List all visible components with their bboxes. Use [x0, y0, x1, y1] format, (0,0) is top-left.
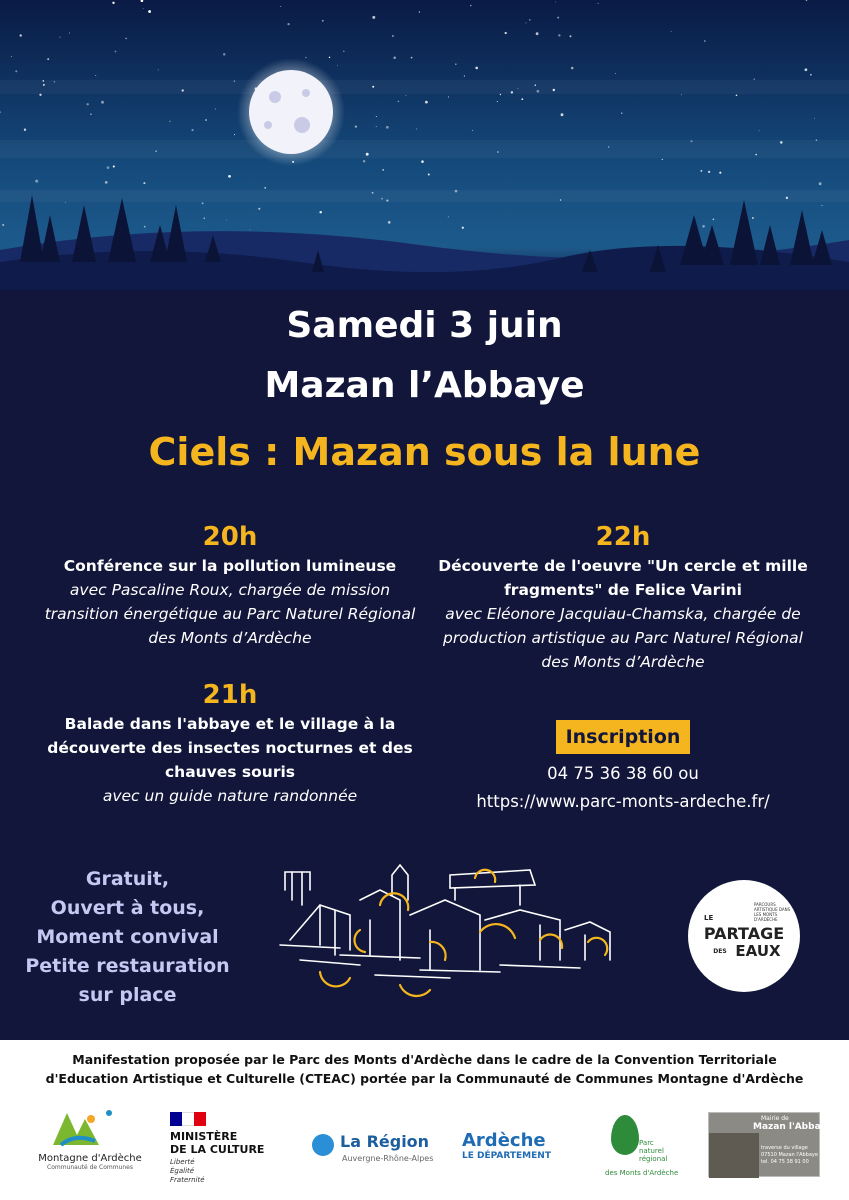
- star: [615, 73, 616, 74]
- star: [736, 94, 738, 96]
- star: [376, 116, 377, 117]
- star: [202, 202, 204, 204]
- star: [455, 63, 457, 65]
- star: [234, 134, 235, 135]
- french-flag-icon: [170, 1112, 206, 1126]
- star: [101, 101, 104, 104]
- mairie-line1: Mairie de: [761, 1115, 789, 1122]
- star: [226, 220, 227, 221]
- star: [43, 84, 45, 86]
- event-place: Mazan l’Abbaye: [264, 365, 585, 406]
- star: [537, 90, 540, 93]
- title-21h: Balade dans l'abbaye et le village à la découverte des insectes nocturnes et des chauves souris: [47, 715, 413, 781]
- time-20h: 20h: [202, 522, 258, 552]
- star: [500, 94, 501, 95]
- star: [155, 151, 156, 152]
- program-block-21h: [30, 678, 430, 808]
- mairie-line4: 07510 Mazan l'Abbaye: [761, 1152, 818, 1158]
- speaker-21h: avec un guide nature randonnée: [102, 787, 358, 805]
- star: [691, 140, 693, 142]
- star: [755, 154, 757, 156]
- star: [35, 180, 38, 183]
- star: [754, 79, 755, 80]
- star: [425, 101, 428, 104]
- star: [158, 69, 159, 70]
- inscription-phone[interactable]: 04 75 36 38 60 ou: [547, 764, 699, 783]
- abbey-village-line-drawing: [280, 860, 620, 1000]
- side-info-line: Petite restauration: [25, 955, 230, 977]
- star: [529, 19, 531, 21]
- ministere-line2: DE LA CULTURE: [170, 1143, 265, 1156]
- star: [398, 101, 400, 103]
- star: [759, 130, 760, 131]
- star: [319, 211, 321, 213]
- star: [561, 113, 564, 116]
- side-info-line: Ouvert à tous,: [50, 897, 205, 919]
- partage-logo-partage: PARTAGE: [703, 924, 785, 943]
- star: [355, 125, 357, 127]
- partage-logo-subtitle: PARCOURS ARTISTIQUE DANS LES MONTS D'ARDÈCHE: [754, 902, 791, 922]
- star: [608, 146, 609, 147]
- star: [386, 200, 388, 202]
- star: [382, 169, 384, 171]
- star: [366, 153, 369, 156]
- ardeche-name: Ardèche: [462, 1130, 546, 1151]
- time-21h: 21h: [202, 680, 258, 710]
- star: [250, 229, 251, 230]
- star: [405, 95, 406, 96]
- ministere-motto-3: Fraternité: [170, 1176, 205, 1184]
- star: [182, 89, 184, 91]
- ardeche-sub: LE DÉPARTEMENT: [462, 1151, 551, 1161]
- star: [47, 58, 49, 60]
- star: [518, 88, 519, 89]
- star: [322, 20, 324, 22]
- star: [421, 160, 424, 163]
- star: [713, 219, 715, 221]
- star: [780, 141, 783, 144]
- star: [343, 50, 345, 52]
- star: [810, 74, 812, 76]
- star: [388, 221, 391, 224]
- star: [143, 182, 145, 184]
- montagne-ardeche-sub: Communauté de Communes: [47, 1164, 133, 1171]
- star: [814, 118, 815, 119]
- side-info-line: sur place: [78, 984, 177, 1006]
- star: [786, 197, 788, 199]
- region-name: La Région: [340, 1132, 430, 1151]
- star: [805, 68, 808, 71]
- star: [205, 119, 207, 121]
- star: [372, 16, 375, 19]
- star: [372, 192, 374, 194]
- star: [43, 80, 45, 82]
- region-logo: [312, 1132, 442, 1172]
- star: [305, 57, 306, 58]
- star: [280, 6, 281, 7]
- star: [448, 216, 449, 217]
- star: [65, 202, 66, 203]
- ardeche-departement-logo: [462, 1130, 572, 1170]
- partage-logo-des: DES: [713, 948, 727, 955]
- mairie-photo: [709, 1133, 759, 1178]
- star: [143, 8, 144, 9]
- star: [719, 172, 721, 174]
- star: [816, 139, 818, 141]
- star: [125, 38, 126, 39]
- star: [204, 218, 205, 219]
- parc-line2: naturel: [639, 1147, 664, 1155]
- star: [598, 3, 599, 4]
- star: [521, 98, 523, 100]
- star: [464, 75, 465, 76]
- title-22h: Découverte de l'oeuvre "Un cercle et mille fragments" de Felice Varini: [438, 557, 808, 599]
- partage-logo-le: LE: [704, 914, 714, 922]
- star: [497, 101, 498, 102]
- star: [363, 160, 365, 162]
- star: [475, 67, 478, 70]
- star: [148, 10, 151, 13]
- ministere-culture-logo: [170, 1112, 290, 1192]
- star: [558, 34, 560, 36]
- ministere-motto-1: Liberté: [170, 1158, 195, 1166]
- star: [455, 190, 458, 193]
- star: [526, 22, 527, 23]
- star: [264, 187, 266, 189]
- star: [115, 51, 117, 53]
- parc-line1: Parc: [639, 1139, 654, 1147]
- star: [700, 170, 702, 172]
- star: [20, 34, 22, 36]
- side-info-line: Gratuit,: [85, 868, 170, 890]
- region-sub: Auvergne-Rhône-Alpes: [342, 1154, 434, 1163]
- star: [569, 35, 571, 37]
- star: [702, 225, 704, 227]
- star: [24, 129, 26, 131]
- star: [416, 128, 417, 129]
- star: [113, 165, 115, 167]
- star: [821, 205, 822, 206]
- star: [560, 199, 561, 200]
- star: [105, 181, 108, 184]
- star: [15, 70, 17, 72]
- star: [511, 91, 513, 93]
- star: [557, 17, 559, 19]
- star: [386, 126, 389, 129]
- star: [462, 227, 464, 229]
- parc-line4: des Monts d'Ardèche: [605, 1169, 679, 1177]
- star: [505, 32, 507, 34]
- star: [497, 151, 499, 153]
- time-22h: 22h: [595, 522, 651, 552]
- star: [376, 126, 377, 127]
- ministere-line1: MINISTÈRE: [170, 1130, 238, 1143]
- title-20h: Conférence sur la pollution lumineuse: [63, 557, 397, 575]
- star: [555, 1, 556, 2]
- star: [708, 171, 710, 173]
- star: [470, 5, 472, 7]
- star: [681, 94, 682, 95]
- speaker-20h: avec Pascaline Roux, chargée de mission transition énergétique au Parc Naturel Régional des Monts d’Ardèche: [44, 581, 416, 647]
- star: [671, 31, 672, 32]
- star: [112, 2, 114, 4]
- night-sky-illustration: [0, 0, 849, 290]
- star: [448, 96, 449, 97]
- inscription-badge: Inscription: [556, 720, 691, 754]
- region-icon: [312, 1134, 334, 1156]
- event-date: Samedi 3 juin: [286, 305, 563, 346]
- ministere-motto-2: Égalité: [170, 1167, 195, 1175]
- star: [419, 11, 420, 12]
- mairie-line5: tel. 04 75 38 91 00: [761, 1159, 809, 1165]
- parc-line3: régional: [639, 1155, 668, 1163]
- star: [392, 35, 394, 37]
- star: [234, 80, 236, 82]
- le-partage-des-eaux-logo: [688, 880, 800, 992]
- event-title: Ciels : Mazan sous la lune: [148, 430, 701, 474]
- inscription-url[interactable]: https://www.parc-monts-ardeche.fr/: [476, 792, 770, 811]
- star: [86, 103, 88, 105]
- star: [428, 173, 430, 175]
- star: [819, 182, 822, 185]
- star: [215, 109, 216, 110]
- star: [2, 224, 4, 226]
- star: [39, 94, 41, 96]
- star: [95, 75, 96, 76]
- program-block-20h: [40, 520, 420, 650]
- speaker-22h: avec Eléonore Jacquiau-Chamska, chargée de production artistique au Parc Naturel Régional des Monts d’Ardèche: [443, 605, 803, 671]
- star: [144, 226, 146, 228]
- star: [704, 40, 706, 42]
- star: [621, 113, 622, 114]
- star: [223, 53, 225, 55]
- star: [54, 81, 55, 82]
- star: [69, 33, 70, 34]
- star: [329, 57, 330, 58]
- inscription-block: [438, 720, 808, 816]
- mairie-line3: traverse du village: [761, 1145, 808, 1151]
- star: [191, 129, 193, 131]
- program-block-22h: [438, 520, 808, 674]
- star: [11, 56, 12, 57]
- star: [287, 23, 289, 25]
- mairie-mazan-logo: [708, 1112, 833, 1177]
- star: [381, 198, 383, 200]
- mairie-line2: Mazan l'Abbaye: [753, 1122, 833, 1132]
- parc-naturel-logo: [605, 1113, 679, 1198]
- star: [90, 113, 92, 115]
- star: [411, 57, 413, 59]
- star: [535, 84, 536, 85]
- star: [393, 57, 396, 60]
- footer-text: Manifestation proposée par le Parc des Monts d'Ardèche dans le cadre de la Convention Territoriale d'Education Artistique et Culturelle (CTEAC) portée par la Communauté de Communes Montagne d'Ardèche: [45, 1052, 804, 1086]
- star: [337, 65, 338, 66]
- moon: [249, 70, 333, 154]
- star: [752, 217, 754, 219]
- montagne-ardeche-icon: [25, 1105, 155, 1149]
- star: [59, 37, 60, 38]
- star: [228, 175, 231, 178]
- star: [662, 159, 663, 160]
- star: [258, 208, 260, 210]
- star: [571, 67, 574, 70]
- side-info-line: Moment convival: [36, 926, 219, 948]
- star: [372, 86, 374, 88]
- parc-leaf-icon: [611, 1115, 639, 1155]
- star: [553, 89, 555, 91]
- star: [472, 130, 473, 131]
- star: [169, 121, 171, 123]
- partage-logo-eaux: EAUX: [735, 942, 781, 960]
- footer: [0, 1040, 849, 1200]
- montagne-ardeche-logo: [25, 1105, 155, 1185]
- side-info: [20, 865, 235, 1010]
- star: [536, 32, 539, 35]
- star: [107, 166, 110, 169]
- montagne-ardeche-name: Montagne d'Ardèche: [38, 1153, 142, 1164]
